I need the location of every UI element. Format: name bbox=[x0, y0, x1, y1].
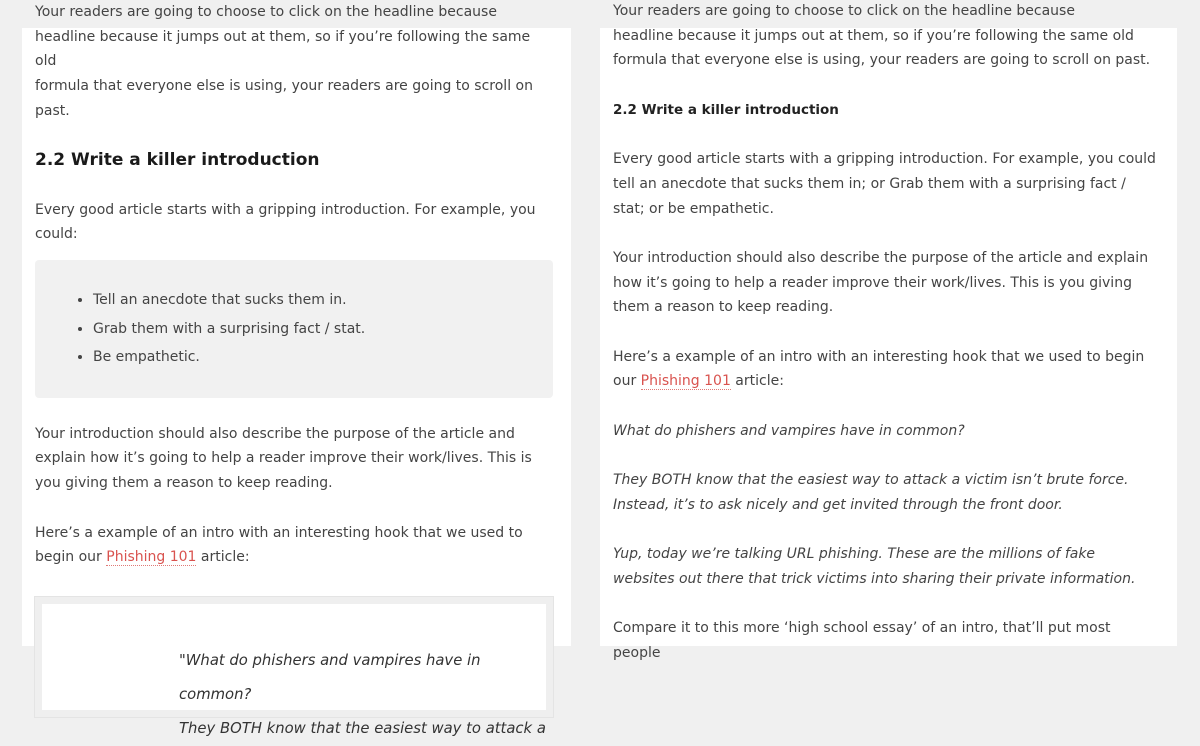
compare-paragraph: Compare it to this more ‘high school essay’ of an intro, that’ll put most people bbox=[613, 620, 1111, 662]
article-panel-right bbox=[600, 3, 1177, 662]
paragraph-line: formula that everyone else is using, your readers are going to scroll on past. bbox=[35, 78, 533, 119]
partial-line: Your readers are going to choose to click on the headline because bbox=[613, 3, 1075, 19]
section-heading: 2.2 Write a killer introduction bbox=[613, 101, 839, 118]
quote-paragraph: What do phishers and vampires have in common? bbox=[613, 422, 965, 439]
intro-paragraph: Every good article starts with a gripping introduction. For example, you could tell an anecdote that sucks them in; or Grab them with a surprising fact / stat; or be empathetic. bbox=[613, 151, 1156, 217]
partial-line: Your readers are going to choose to click on the headline because bbox=[35, 4, 497, 20]
example-text: Here’s a example of an intro with an interesting hook that we used to begin our bbox=[35, 524, 523, 566]
intro-paragraph: Every good article starts with a gripping introduction. For example, you could: bbox=[35, 201, 536, 243]
example-paragraph bbox=[613, 345, 1157, 394]
example-text-end: article: bbox=[196, 549, 250, 566]
quote-line: They BOTH know that the easiest way to attack a bbox=[179, 719, 546, 737]
purpose-paragraph: Your introduction should also describe the purpose of the article and explain how it’s going to help a reader improve their work/lives. This is you giving them a reason to keep reading. bbox=[35, 425, 532, 492]
list-item: • Be empathetic. bbox=[93, 343, 533, 372]
quote-paragraph: Yup, today we’re talking URL phishing. These are the millions of fake websites out there that trick victims into sharing their private information. bbox=[613, 546, 1136, 588]
article-content-left bbox=[35, 0, 553, 737]
article-panel-left bbox=[22, 4, 571, 737]
paragraph-line: headline because it jumps out at them, so if you’re following the same old bbox=[613, 27, 1134, 44]
quote-paragraph: They BOTH know that the easiest way to attack a victim isn’t brute force. Instead, it’s to ask nicely and get invited through the front door. bbox=[613, 472, 1129, 513]
list-item: • Grab them with a surprising fact / stat. bbox=[93, 315, 533, 344]
phishing-101-link[interactable]: Phishing 101 bbox=[640, 373, 731, 390]
purpose-paragraph: Your introduction should also describe the purpose of the article and explain how it’s going to help a reader improve their work/lives. This is you giving them a reason to keep reading. bbox=[613, 249, 1149, 316]
article-content-right bbox=[613, 0, 1157, 666]
section-heading: 2.2 Write a killer introduction bbox=[35, 150, 320, 171]
list-item: • Tell an anecdote that sucks them in. bbox=[93, 286, 533, 315]
paragraph-line: formula that everyone else is using, your readers are going to scroll on past. bbox=[613, 52, 1151, 69]
paragraph-line: headline because it jumps out at them, so if you’re following the same old bbox=[35, 28, 531, 70]
example-text: Here’s a example of an intro with an interesting hook that we used to begin our bbox=[613, 348, 1145, 390]
quote-embed bbox=[35, 597, 553, 737]
quote-line: "What do phishers and vampires have in common? bbox=[179, 651, 481, 703]
bullet-box bbox=[35, 260, 553, 398]
example-paragraph bbox=[35, 521, 553, 570]
bullet-list bbox=[75, 286, 533, 372]
example-text-end: article: bbox=[730, 373, 784, 390]
phishing-101-link[interactable]: Phishing 101 bbox=[106, 549, 197, 566]
